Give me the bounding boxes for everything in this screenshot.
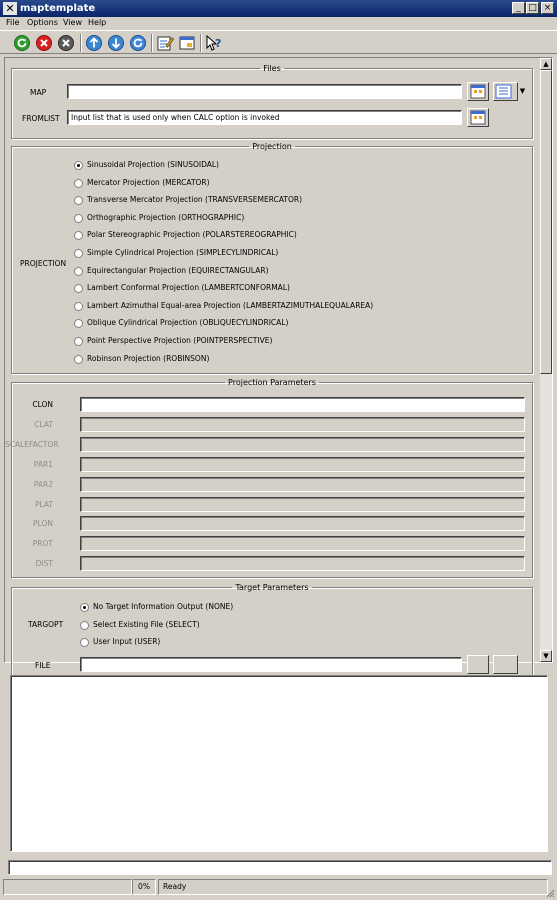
menu-options[interactable]: Options bbox=[27, 18, 58, 27]
svg-text:?: ? bbox=[215, 37, 222, 50]
toolbar-separator bbox=[200, 34, 202, 52]
projection-radio[interactable] bbox=[74, 161, 83, 170]
targopt-option-label[interactable]: No Target Information Output (NONE) bbox=[93, 602, 234, 611]
projection-option-label[interactable]: Simple Cylindrical Projection (SIMPLECYLINDRICAL) bbox=[87, 248, 279, 257]
file-label: FILE bbox=[35, 661, 51, 670]
menu-bar bbox=[0, 17, 557, 30]
resize-grip-icon[interactable] bbox=[545, 888, 555, 898]
map-browse-button[interactable] bbox=[467, 82, 489, 101]
minimize-button[interactable]: _ bbox=[512, 2, 525, 14]
param-label-plon: PLON bbox=[33, 519, 53, 529]
projection-group-title: Projection bbox=[252, 142, 292, 151]
projection-option-label[interactable]: Point Perspective Projection (POINTPERSPECTIVE) bbox=[87, 336, 273, 345]
file-browse-icon bbox=[468, 109, 488, 126]
fromlist-browse-button[interactable] bbox=[467, 108, 489, 127]
param-input-plat[interactable] bbox=[80, 497, 525, 512]
fromlist-label: FROMLIST bbox=[22, 114, 60, 123]
toolbar-separator bbox=[80, 34, 82, 52]
target-parameters-title: Target Parameters bbox=[235, 583, 309, 592]
files-group-title: Files bbox=[263, 64, 281, 73]
param-input-plon[interactable] bbox=[80, 516, 525, 531]
projection-radio[interactable] bbox=[74, 249, 83, 258]
param-input-clon[interactable] bbox=[80, 397, 525, 412]
param-label-clon: CLON bbox=[32, 400, 53, 409]
projection-radio[interactable] bbox=[74, 214, 83, 223]
map-input[interactable] bbox=[67, 84, 462, 99]
status-message: Ready bbox=[158, 879, 548, 895]
scroll-up-button[interactable]: ▲ bbox=[540, 58, 552, 70]
edit-icon[interactable] bbox=[156, 34, 174, 52]
menu-view[interactable]: View bbox=[63, 18, 82, 27]
scroll-down-button[interactable]: ▼ bbox=[540, 650, 552, 662]
projection-option-label[interactable]: Robinson Projection (ROBINSON) bbox=[87, 353, 210, 363]
projection-option-label[interactable]: Mercator Projection (MERCATOR) bbox=[87, 177, 210, 187]
log-output-area[interactable] bbox=[10, 675, 548, 852]
param-label-par2: PAR2 bbox=[33, 479, 53, 489]
command-line-input[interactable] bbox=[8, 860, 552, 875]
maximize-button[interactable]: □ bbox=[526, 2, 539, 14]
stop-icon[interactable] bbox=[35, 34, 53, 52]
vertical-scrollbar[interactable] bbox=[540, 58, 552, 662]
file-browse-icon bbox=[468, 83, 488, 100]
app-icon[interactable]: ✕ bbox=[3, 2, 17, 15]
param-label-plat: PLAT bbox=[34, 499, 53, 509]
close-window-button[interactable]: × bbox=[541, 2, 554, 14]
files-group bbox=[11, 64, 533, 139]
down-arrow-icon[interactable] bbox=[107, 34, 125, 52]
fromlist-input[interactable]: Input list that is used only when CALC option is invoked bbox=[67, 110, 462, 125]
progress-percent: 0% bbox=[132, 879, 156, 895]
chevron-down-icon[interactable]: ▼ bbox=[519, 87, 526, 95]
menu-file[interactable]: File bbox=[6, 18, 20, 27]
param-label-clat: CLAT bbox=[34, 419, 53, 429]
title-bar bbox=[0, 0, 557, 17]
map-list-button[interactable] bbox=[493, 82, 518, 101]
projection-option-label[interactable]: Transverse Mercator Projection (TRANSVERSEMERCATOR) bbox=[87, 195, 303, 205]
go-icon[interactable] bbox=[13, 34, 31, 52]
projection-radio[interactable] bbox=[74, 267, 83, 276]
projection-radio[interactable] bbox=[74, 355, 83, 364]
projection-option-label[interactable]: Equirectangular Projection (EQUIRECTANGULAR) bbox=[87, 265, 269, 275]
projection-radio[interactable] bbox=[74, 337, 83, 346]
projection-option-label[interactable]: Lambert Conformal Projection (LAMBERTCONFORMAL) bbox=[87, 283, 290, 293]
map-label: MAP bbox=[30, 88, 47, 97]
parameter-scroll-area[interactable] bbox=[4, 57, 553, 670]
projection-parameters-title: Projection Parameters bbox=[228, 378, 316, 387]
projection-radio[interactable] bbox=[74, 179, 83, 188]
target-file-list-button[interactable] bbox=[493, 655, 518, 674]
targopt-option-label[interactable]: User Input (USER) bbox=[93, 637, 161, 647]
targopt-option-label[interactable]: Select Existing File (SELECT) bbox=[93, 619, 200, 629]
toolbar-separator bbox=[151, 34, 153, 52]
param-label-prot: PROT bbox=[32, 539, 53, 549]
list-icon bbox=[494, 83, 517, 100]
progress-bar bbox=[3, 879, 132, 895]
projection-option-label[interactable]: Lambert Azimuthal Equal-area Projection (LAMBERTAZIMUTHALEQUALAREA) bbox=[87, 300, 374, 310]
scroll-thumb[interactable] bbox=[540, 70, 552, 374]
projection-option-label[interactable]: Orthographic Projection (ORTHOGRAPHIC) bbox=[87, 212, 245, 222]
toolbar bbox=[0, 30, 557, 54]
param-input-prot[interactable] bbox=[80, 536, 525, 551]
whats-this-icon[interactable] bbox=[205, 34, 223, 52]
targopt-radio[interactable] bbox=[80, 603, 89, 612]
param-input-par1[interactable] bbox=[80, 457, 525, 472]
param-input-dist[interactable] bbox=[80, 556, 525, 571]
reset-icon[interactable] bbox=[129, 34, 147, 52]
target-file-browse-button[interactable] bbox=[467, 655, 489, 674]
projection-label: PROJECTION bbox=[20, 259, 67, 268]
targopt-radio[interactable] bbox=[80, 621, 89, 630]
projection-option-label[interactable]: Sinusoidal Projection (SINUSOIDAL) bbox=[87, 160, 219, 169]
param-input-scalefactor[interactable] bbox=[80, 437, 525, 452]
up-arrow-icon[interactable] bbox=[85, 34, 103, 52]
exit-icon[interactable] bbox=[57, 34, 75, 52]
projection-radio[interactable] bbox=[74, 302, 83, 311]
window-icon[interactable] bbox=[178, 34, 196, 52]
param-label-dist: DIST bbox=[35, 559, 53, 569]
window-title: maptemplate bbox=[20, 3, 96, 14]
projection-option-label[interactable]: Oblique Cylindrical Projection (OBLIQUECYLINDRICAL) bbox=[87, 318, 289, 328]
target-file-input[interactable] bbox=[80, 657, 462, 672]
menu-help[interactable]: Help bbox=[88, 18, 107, 27]
param-label-scalefactor: SCALEFACTOR bbox=[5, 439, 59, 449]
targopt-label: TARGOPT bbox=[28, 620, 64, 629]
param-label-par1: PAR1 bbox=[33, 459, 53, 469]
param-input-clat[interactable] bbox=[80, 417, 525, 432]
param-input-par2[interactable] bbox=[80, 477, 525, 492]
projection-option-label[interactable]: Polar Stereographic Projection (POLARSTEREOGRAPHIC) bbox=[87, 230, 297, 240]
